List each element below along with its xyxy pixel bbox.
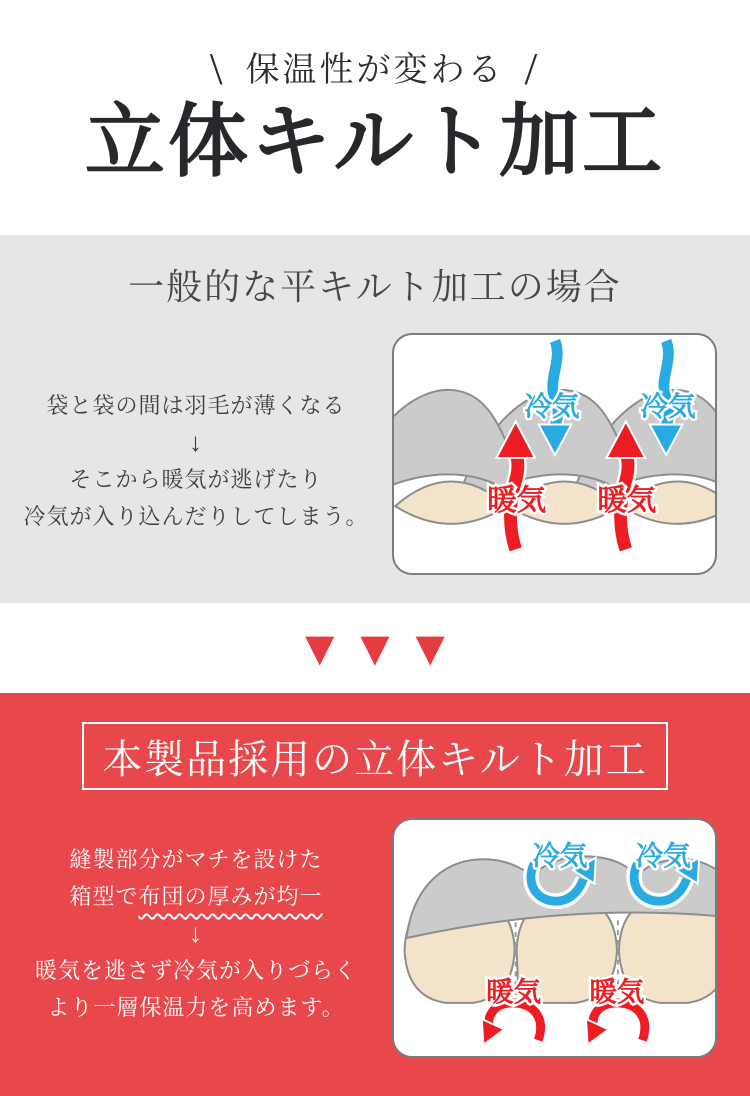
warm-air-label: 暖気 — [487, 484, 547, 518]
description-line-prefix: 箱型で — [69, 884, 139, 909]
box-quilt-heading-box — [82, 722, 668, 790]
flat-quilt-illustration — [394, 335, 715, 573]
description-line: 暖気を逃さず冷気が入りづらく — [34, 958, 357, 983]
warm-air-curl-arrow-icon — [579, 1003, 645, 1048]
catchphrase-slash-left: \ — [209, 43, 226, 94]
box-quilt-illustration — [394, 820, 715, 1056]
flat-quilt-diagram — [392, 333, 717, 575]
cold-air-label: 冷気 — [635, 840, 691, 872]
catchphrase-slash-right: / — [524, 43, 541, 94]
header-section — [0, 0, 750, 235]
description-line: 冷気が入り込んだりしてしまう。 — [23, 504, 369, 529]
description-line — [0, 878, 392, 915]
underlined-text: 布団の厚みが均一 — [138, 884, 323, 909]
warm-air-label: 暖気 — [589, 975, 645, 1007]
cold-air-label: 冷気 — [524, 390, 580, 422]
warm-air-label: 暖気 — [597, 484, 657, 518]
description-line: より一層保温力を高めます。 — [47, 995, 345, 1020]
description-line: 袋と袋の間は羽毛が薄くなる — [46, 393, 346, 418]
down-triangle-icon: ▼ — [305, 626, 335, 670]
description-line: そこから暖気が逃げたり — [69, 467, 323, 492]
box-quilt-diagram — [392, 818, 717, 1058]
box-quilt-heading: 本製品採用の立体キルト加工 — [102, 736, 648, 782]
box-quilt-description — [0, 841, 392, 1026]
cold-air-label: 冷気 — [532, 840, 588, 872]
down-triangle-icon: ▼ — [415, 626, 445, 670]
transition-band — [0, 603, 750, 693]
description-line: 縫製部分がマチを設けた — [69, 847, 323, 872]
down-triangle-icon: ▼ — [360, 626, 390, 670]
page-title: 立体キルト加工 — [84, 99, 666, 187]
cold-air-label: 冷気 — [640, 390, 696, 422]
down-arrow-text: ↓ — [189, 919, 203, 948]
warm-air-curl-arrow-icon — [474, 1003, 540, 1048]
flat-quilt-section — [0, 235, 750, 603]
flat-quilt-description — [0, 387, 392, 535]
catchphrase: 保温性が変わる — [245, 52, 505, 89]
down-arrow-text: ↓ — [189, 428, 203, 457]
box-quilt-section — [0, 693, 750, 1096]
warm-air-label: 暖気 — [486, 975, 542, 1007]
catchphrase-row — [0, 40, 750, 93]
flat-quilt-heading: 一般的な平キルト加工の場合 — [128, 267, 622, 307]
